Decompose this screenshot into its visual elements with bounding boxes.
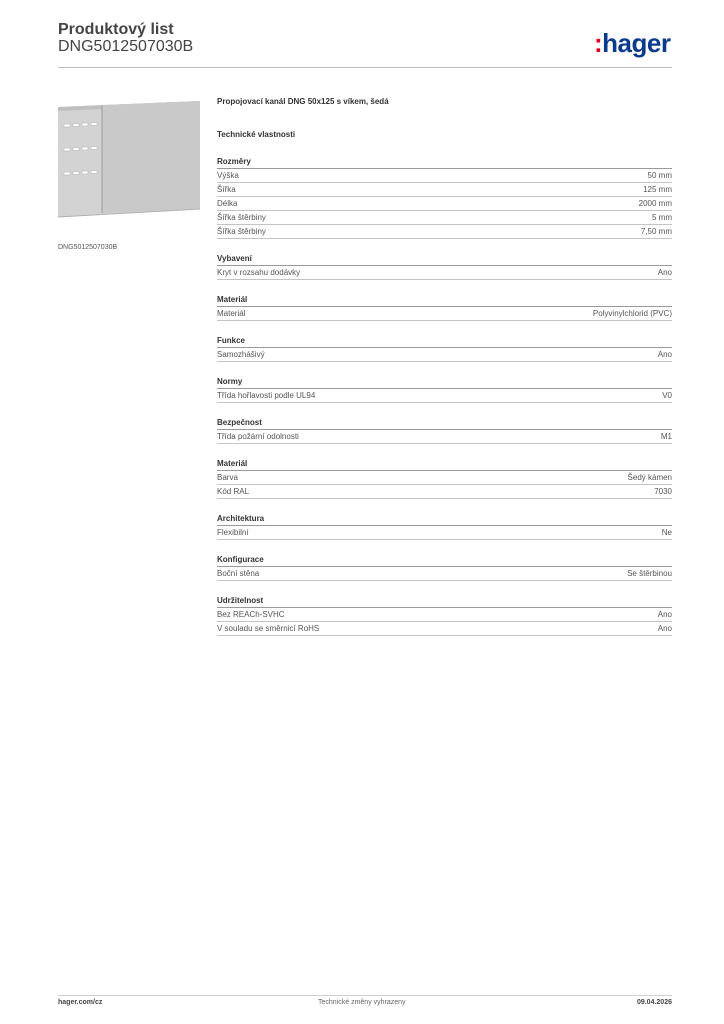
spec-row bbox=[217, 622, 672, 636]
spec-group-title: Rozměry bbox=[217, 155, 672, 169]
spec-value: Ne bbox=[661, 528, 672, 537]
product-name: Propojovací kanál DNG 50x125 s víkem, šedá bbox=[217, 97, 389, 106]
spec-value: 125 mm bbox=[643, 185, 672, 194]
spec-row bbox=[217, 430, 672, 444]
spec-group bbox=[217, 553, 672, 581]
spec-group-title: Normy bbox=[217, 375, 672, 389]
spec-group-title: Funkce bbox=[217, 334, 672, 348]
hager-logo bbox=[594, 28, 670, 59]
spec-groups bbox=[217, 155, 672, 636]
document-title: Produktový list bbox=[58, 21, 174, 38]
image-caption: DNG5012507030B bbox=[58, 244, 118, 251]
spec-label: Kód RAL bbox=[217, 487, 250, 496]
spec-group-title: Vybavení bbox=[217, 252, 672, 266]
spec-label: Flexibilní bbox=[217, 528, 249, 537]
spec-value: 5 mm bbox=[652, 213, 672, 222]
spec-value: Ano bbox=[657, 610, 672, 619]
spec-row bbox=[217, 307, 672, 321]
spec-group-title: Architektura bbox=[217, 512, 672, 526]
header-divider bbox=[58, 67, 672, 68]
section-title: Technické vlastnosti bbox=[217, 130, 296, 139]
spec-value: 50 mm bbox=[647, 171, 672, 180]
spec-group bbox=[217, 594, 672, 636]
spec-value: V0 bbox=[662, 391, 672, 400]
spec-group-title: Materiál bbox=[217, 293, 672, 307]
logo-text: hager bbox=[602, 28, 671, 58]
spec-label: Kryt v rozsahu dodávky bbox=[217, 268, 301, 277]
spec-label: Šířka štěrbiny bbox=[217, 213, 266, 222]
logo-prefix: : bbox=[594, 28, 603, 58]
spec-value: Šedý kámen bbox=[627, 473, 672, 482]
spec-group-title: Konfigurace bbox=[217, 553, 672, 567]
spec-group-title: Udržitelnost bbox=[217, 594, 672, 608]
spec-group bbox=[217, 375, 672, 403]
spec-row bbox=[217, 485, 672, 499]
spec-value: 7030 bbox=[654, 487, 672, 496]
spec-label: V souladu se směrnicí RoHS bbox=[217, 624, 320, 633]
spec-label: Bez REACh-SVHC bbox=[217, 610, 285, 619]
footer-date: 09.04.2026 bbox=[636, 999, 672, 1006]
footer-note: Technické změny vyhrazeny bbox=[318, 999, 406, 1006]
cable-trunking-image bbox=[58, 97, 200, 239]
spec-label: Třída požární odolnosti bbox=[217, 432, 299, 441]
spec-row bbox=[217, 471, 672, 485]
spec-value: 2000 mm bbox=[638, 199, 672, 208]
spec-row bbox=[217, 348, 672, 362]
spec-label: Samozhášivý bbox=[217, 350, 265, 359]
spec-value: M1 bbox=[660, 432, 672, 441]
spec-row bbox=[217, 608, 672, 622]
spec-group bbox=[217, 155, 672, 239]
spec-label: Výška bbox=[217, 171, 239, 180]
spec-group bbox=[217, 512, 672, 540]
spec-value: Ano bbox=[657, 268, 672, 277]
spec-value: Se štěrbinou bbox=[627, 569, 672, 578]
spec-label: Barva bbox=[217, 473, 238, 482]
spec-row bbox=[217, 211, 672, 225]
spec-group bbox=[217, 416, 672, 444]
footer-divider bbox=[58, 995, 672, 996]
spec-group bbox=[217, 293, 672, 321]
spec-label: Délka bbox=[217, 199, 238, 208]
spec-label: Třída hořlavosti podle UL94 bbox=[217, 391, 316, 400]
spec-group bbox=[217, 457, 672, 499]
spec-row bbox=[217, 169, 672, 183]
spec-group bbox=[217, 334, 672, 362]
spec-group-title: Bezpečnost bbox=[217, 416, 672, 430]
product-code: DNG5012507030B bbox=[58, 38, 194, 55]
spec-row bbox=[217, 225, 672, 239]
spec-row bbox=[217, 389, 672, 403]
spec-group-title: Materiál bbox=[217, 457, 672, 471]
spec-row bbox=[217, 197, 672, 211]
spec-value: Ano bbox=[657, 624, 672, 633]
spec-value: 7,50 mm bbox=[640, 227, 672, 236]
spec-value: Polyvinylchlorid (PVC) bbox=[592, 309, 672, 318]
spec-value: Ano bbox=[657, 350, 672, 359]
spec-label: Šířka štěrbiny bbox=[217, 227, 266, 236]
spec-row bbox=[217, 526, 672, 540]
spec-row bbox=[217, 266, 672, 280]
spec-label: Materiál bbox=[217, 309, 246, 318]
product-specs bbox=[217, 97, 672, 636]
spec-row bbox=[217, 183, 672, 197]
footer-website-link[interactable]: hager.com/cz bbox=[58, 999, 103, 1006]
spec-row bbox=[217, 567, 672, 581]
spec-label: Boční stěna bbox=[217, 569, 260, 578]
spec-group bbox=[217, 252, 672, 280]
spec-label: Šířka bbox=[217, 185, 236, 194]
